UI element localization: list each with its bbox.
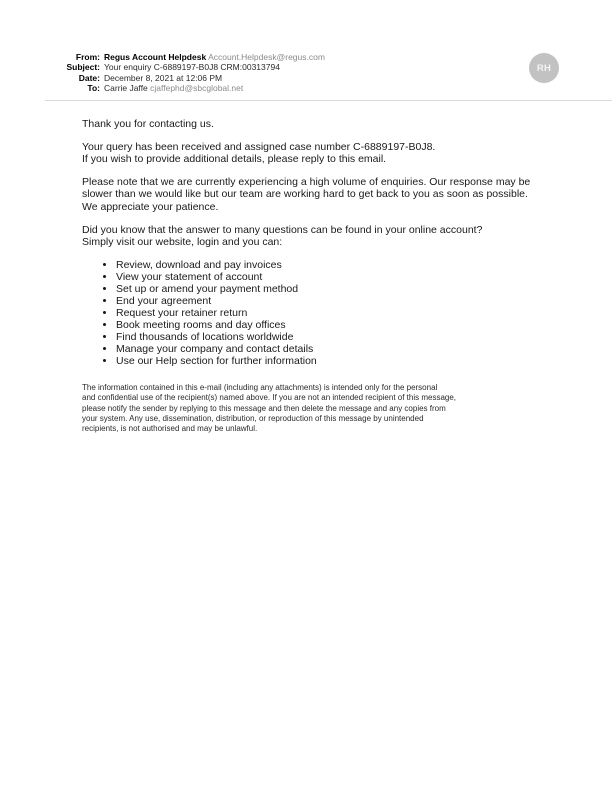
list-item: • View your statement of account [116,271,530,283]
body-line: Did you know that the answer to many questions can be found in your online account? [82,223,483,236]
email-body [82,108,530,367]
date-value: December 8, 2021 at 12:06 PM [104,72,223,83]
header-row-to [0,83,520,93]
recipient-email: cjaffephd@sbcglobal.net [150,82,244,93]
disclaimer-line: The information contained in this e-mail (including any attachments) is intended only for the personal [82,383,438,392]
benefits-list [82,259,530,367]
to-value [104,83,243,93]
header-divider [45,100,612,101]
body-line: Simply visit our website, login and you can: [82,236,283,249]
from-label: From: [75,52,100,62]
list-item: • Review, download and pay invoices [116,259,530,271]
list-item: • Set up or amend your payment method [116,283,530,295]
body-line: If you wish to provide additional details, please reply to this email. [82,153,387,166]
header-row-subject [0,62,520,72]
header-row-date [0,73,520,83]
disclaimer-line: please notify the sender by replying to this message and then delete the message and any copies from [82,403,446,413]
disclaimer [82,383,456,434]
body-line: Thank you for contacting us. [82,118,214,130]
email-header [0,52,520,93]
disclaimer-line: and confidential use of the recipient(s) named above. If you are not an intended recipient of this message, [82,393,457,403]
list-item: • Find thousands of locations worldwide [116,331,530,343]
subject-value: Your enquiry C-6889197-B0J8 CRM:00313794 [104,62,280,73]
subject-label: Subject: [66,62,100,73]
sender-name: Regus Account Helpdesk [104,52,207,62]
list-item: • End your agreement [116,295,530,307]
list-item: • Manage your company and contact details [116,343,530,355]
disclaimer-line: your system. Any use, dissemination, distribution, or reproduction of this message by unintended [82,413,424,423]
body-line: Your query has been received and assigned case number C-6889197-B0J8. [82,140,436,153]
header-row-from [0,52,520,62]
recipient-name: Carrie Jaffe [104,82,148,93]
avatar: RH [529,53,559,83]
disclaimer-line: recipients, is not authorised and may be unlawful. [82,424,258,434]
date-label: Date: [78,72,100,83]
body-line: We appreciate your patience. [82,200,219,213]
from-value [104,52,325,62]
sender-email: Account.Helpdesk@regus.com [208,52,325,62]
to-label: To: [87,82,100,93]
body-line: slower than we would like but our team are working hard to get back to you as soon as possible. [82,188,528,201]
body-line: Please note that we are currently experiencing a high volume of enquiries. Our response may be [82,175,531,188]
list-item: • Request your retainer return [116,307,530,319]
list-item: • Book meeting rooms and day offices [116,319,530,331]
list-item: • Use our Help section for further information [116,355,530,367]
